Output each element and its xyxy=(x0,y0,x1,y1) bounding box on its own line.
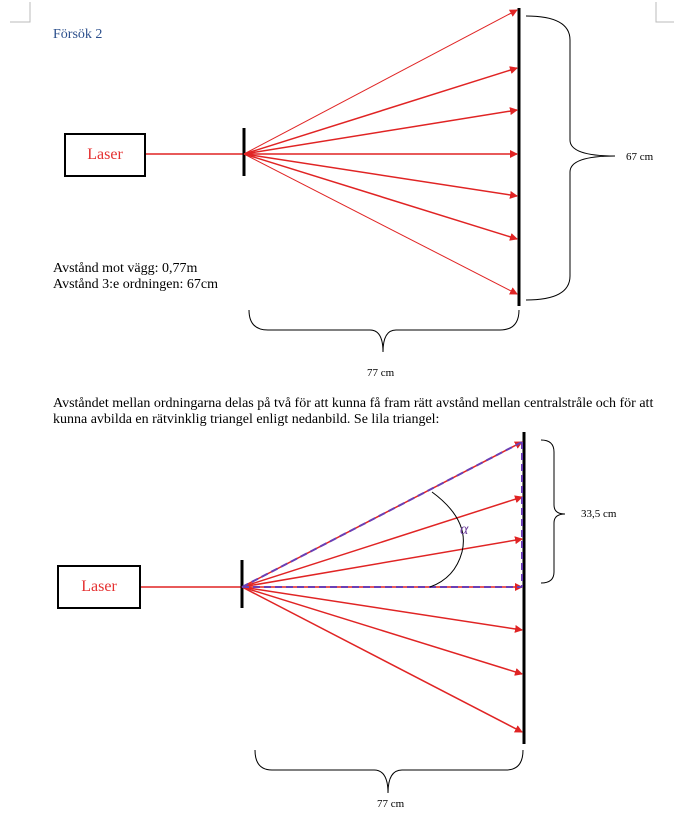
ray-top xyxy=(244,68,517,154)
right-triangle xyxy=(242,442,522,587)
brace-vertical-top xyxy=(526,16,615,300)
triangle-hypotenuse xyxy=(242,442,522,587)
note-distance-order: Avstånd 3:e ordningen: 67cm xyxy=(53,277,218,292)
brace-horizontal-top xyxy=(249,310,519,352)
angle-arc xyxy=(430,492,463,587)
laser-label: Laser xyxy=(87,146,123,163)
ray-bottom xyxy=(242,539,522,587)
ray-top xyxy=(244,154,517,239)
section-heading: Försök 2 xyxy=(53,27,103,42)
brace-horizontal-bottom xyxy=(255,750,523,793)
note-distance-wall: Avstånd mot vägg: 0,77m xyxy=(53,261,198,276)
height-label-bottom: 33,5 cm xyxy=(581,508,617,520)
explanation-paragraph: Avståndet mellan ordningarna delas på två för att kunna få fram rätt avstånd mellan centralstråle och för att kunna avbilda en rätvinklig triangel enligt nedanbild. Se lila triangel: xyxy=(53,396,654,427)
corner-mark-left xyxy=(10,2,30,22)
laser-box-bottom xyxy=(57,565,141,609)
brace-vertical-bottom xyxy=(541,440,565,583)
rays-top xyxy=(244,10,517,294)
corner-mark-right xyxy=(656,2,674,22)
laser-label: Laser xyxy=(81,578,117,595)
angle-label: α xyxy=(460,521,469,538)
ray-bottom xyxy=(242,587,522,674)
laser-box-top xyxy=(64,133,146,177)
distance-label-top: 77 cm xyxy=(367,367,395,379)
distance-label-bottom: 77 cm xyxy=(377,798,405,810)
ray-bottom xyxy=(242,497,522,587)
width-label-top: 67 cm xyxy=(626,151,654,163)
